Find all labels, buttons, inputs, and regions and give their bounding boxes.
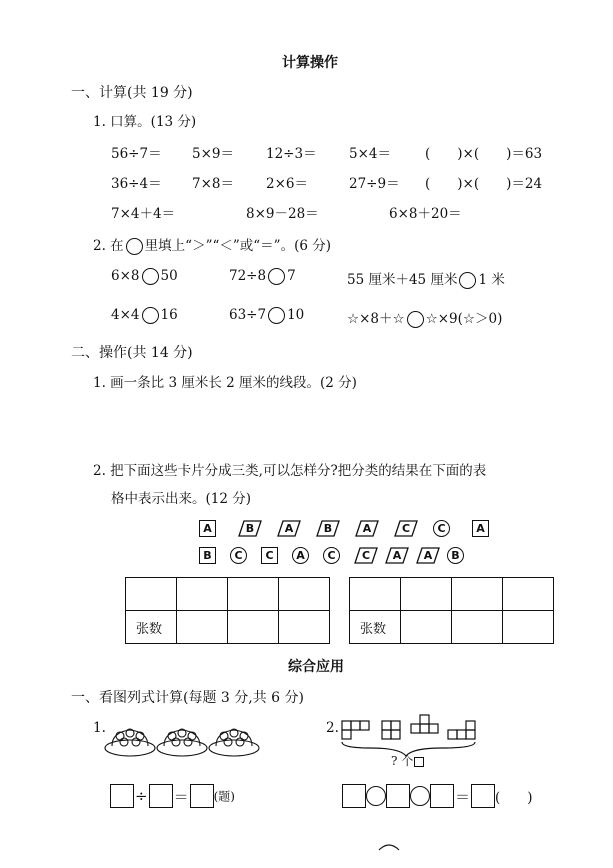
section-3-heading: 一、看图列式计算(每题 3 分,共 6 分)	[71, 690, 304, 706]
compare-circle[interactable]	[268, 307, 285, 324]
table-cell[interactable]	[503, 578, 554, 611]
answer-box[interactable]	[190, 784, 214, 808]
calc-item: 56÷7＝	[111, 146, 162, 162]
blank-circle	[126, 238, 143, 255]
calc-item: 7×4＋4＝	[111, 206, 176, 222]
calc-item: 5×4＝	[349, 146, 391, 162]
card-parallelogram: A	[416, 547, 440, 564]
page-title: 计算操作	[282, 55, 338, 71]
table-cell[interactable]	[177, 611, 228, 644]
answer-box[interactable]	[110, 784, 134, 808]
compare-circle[interactable]	[142, 307, 159, 324]
answer-box[interactable]	[430, 784, 454, 808]
section-title-2: 综合应用	[288, 659, 344, 675]
calc-item: 36÷4＝	[111, 176, 162, 192]
table-cell[interactable]	[350, 578, 401, 611]
answer-box[interactable]	[471, 784, 495, 808]
table-cell[interactable]	[126, 578, 177, 611]
card-parallelogram: C	[394, 520, 418, 537]
equation-1: ÷ ＝ (题)	[110, 784, 235, 808]
section-2-heading: 二、操作(共 14 分)	[71, 345, 193, 361]
calc-item: 8×9－28＝	[246, 206, 319, 222]
classification-table-right	[349, 577, 554, 644]
table-cell[interactable]	[177, 578, 228, 611]
answer-box[interactable]	[342, 784, 366, 808]
calc-item: 6×8＋20＝	[389, 206, 462, 222]
card-circle: B	[447, 547, 464, 564]
problem-2-number: 2.	[326, 720, 339, 736]
brace-label: ? 个	[391, 752, 424, 769]
op-q2-line2: 格中表示出来。(12 分)	[111, 491, 252, 507]
card-parallelogram: A	[385, 547, 409, 564]
problem-1-number: 1.	[93, 720, 106, 736]
table-cell[interactable]	[279, 611, 330, 644]
compare-item: 72÷8 7	[229, 268, 296, 284]
section-1-heading: 一、计算(共 19 分)	[71, 85, 193, 101]
operator-circle[interactable]	[366, 786, 386, 806]
table-cell[interactable]	[279, 578, 330, 611]
q1-heading: 1. 口算。(13 分)	[93, 114, 197, 130]
calc-item: ( )×( )＝63	[425, 146, 543, 162]
card-circle: C	[323, 547, 340, 564]
card-square: A	[199, 520, 216, 537]
card-square: A	[472, 520, 489, 537]
calc-item: 12÷3＝	[266, 146, 317, 162]
table-cell[interactable]	[228, 578, 279, 611]
compare-circle[interactable]	[407, 311, 424, 328]
q2-heading: 2. 在 里填上“＞”“＜”或“＝”。(6 分)	[93, 238, 331, 254]
table-label: 张数	[126, 611, 177, 644]
equation-2: ＝ ( )	[342, 784, 533, 808]
compare-item: 4×4 16	[111, 307, 178, 323]
compare-item: 63÷7 10	[229, 307, 305, 323]
calc-item: 27÷9＝	[349, 176, 400, 192]
table-cell[interactable]	[228, 611, 279, 644]
compare-circle[interactable]	[459, 272, 476, 289]
answer-box[interactable]	[149, 784, 173, 808]
cake-plate-icon	[157, 729, 207, 756]
card-square: C	[261, 547, 278, 564]
calc-item: ( )×( )＝24	[425, 176, 543, 192]
card-circle: A	[292, 547, 309, 564]
cake-plate-icon	[105, 729, 155, 756]
cake-plate-icon	[209, 729, 259, 756]
classification-table-left	[125, 577, 330, 644]
answer-box[interactable]	[386, 784, 410, 808]
card-square: B	[199, 547, 216, 564]
calc-item: 2×6＝	[266, 176, 308, 192]
operator-circle[interactable]	[410, 786, 430, 806]
op-q1: 1. 画一条比 3 厘米长 2 厘米的线段。(2 分)	[93, 375, 357, 391]
card-parallelogram: B	[238, 520, 262, 537]
card-parallelogram: A	[277, 520, 301, 537]
card-parallelogram: B	[316, 520, 340, 537]
cake-plates-illustration	[104, 718, 260, 760]
arc-mark	[378, 840, 400, 852]
table-cell[interactable]	[452, 578, 503, 611]
card-circle: C	[230, 547, 247, 564]
compare-circle[interactable]	[268, 268, 285, 285]
compare-item: ☆×8＋☆ ☆×9(☆＞0)	[347, 311, 503, 327]
table-label: 张数	[350, 611, 401, 644]
calc-item: 7×8＝	[192, 176, 234, 192]
card-parallelogram: C	[354, 547, 378, 564]
card-circle: C	[433, 520, 450, 537]
table-cell[interactable]	[503, 611, 554, 644]
compare-circle[interactable]	[142, 268, 159, 285]
calc-item: 5×9＝	[192, 146, 234, 162]
card-parallelogram: A	[355, 520, 379, 537]
compare-item: 6×8 50	[111, 268, 178, 284]
table-cell[interactable]	[452, 611, 503, 644]
table-cell[interactable]	[401, 578, 452, 611]
op-q2-line1: 2. 把下面这些卡片分成三类,可以怎样分?把分类的结果在下面的表	[93, 463, 487, 479]
compare-item: 55 厘米＋45 厘米 1 米	[347, 272, 505, 288]
table-cell[interactable]	[401, 611, 452, 644]
